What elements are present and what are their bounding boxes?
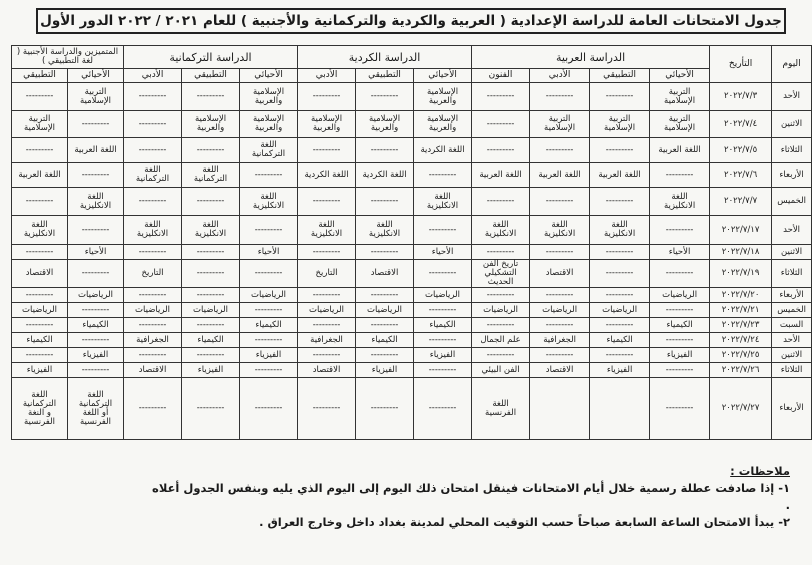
schedule-row [12,188,812,216]
header-date: التأريخ [710,46,772,83]
subject-cell: --------- [12,288,68,303]
subject-cell: اللغة التركمانية [182,163,240,188]
subject-cell: --------- [182,288,240,303]
subject-cell: --------- [414,303,472,318]
subject-cell: الجغرافية [124,333,182,348]
date-cell: ٢٠٢٢/٧/٥ [710,138,772,163]
subject-cell: اللغة الكردية [356,163,414,188]
subject-cell: الإسلامية والعربية [240,111,298,138]
date-cell: ٢٠٢٢/٧/٢٠ [710,288,772,303]
date-cell: ٢٠٢٢/٧/٣ [710,83,772,111]
subject-cell: اللغة العربية [650,138,710,163]
date-cell: ٢٠٢٢/٧/٢٣ [710,318,772,333]
subject-cell: الاقتصاد [356,260,414,288]
subject-cell: --------- [530,348,590,363]
subject-cell: --------- [650,378,710,440]
subject-cell: --------- [182,245,240,260]
header-distinguished: المتميزين والدراسة الأجنبية ( لغة التطبيقي ) [12,46,124,69]
subheader-arabic-literary: الأدبي [530,69,590,83]
day-cell: الأحد [772,333,812,348]
day-cell: الثلاثاء [772,260,812,288]
subject-cell: --------- [240,378,298,440]
subject-cell: الرياضيات [182,303,240,318]
day-cell: الاثنين [772,348,812,363]
subject-cell: التاريخ [298,260,356,288]
subject-cell: الإسلامية والعربية [240,83,298,111]
subject-cell: الرياضيات [650,288,710,303]
subject-cell: الفيزياء [12,363,68,378]
subject-cell: --------- [590,83,650,111]
subject-cell: الرياضيات [68,288,124,303]
subject-cell: --------- [590,245,650,260]
subject-cell: علم الجمال [472,333,530,348]
subject-cell: --------- [298,378,356,440]
day-cell: الخميس [772,188,812,216]
subject-cell: اللغة الانكليزية [12,216,68,245]
subject-cell: اللغة الانكليزية [472,216,530,245]
schedule-row [12,216,812,245]
schedule-row [12,83,812,111]
page-title: جدول الامتحانات العامة للدراسة الإعدادية ( العربية والكردية والتركمانية والأجنبية ) للعام ٢٠٢١ / ٢٠٢٢ الدور الأول [36,8,786,34]
subject-cell: اللغة العربية [68,138,124,163]
subject-cell: --------- [298,318,356,333]
subject-cell: --------- [12,245,68,260]
subject-cell: اللغة التركمانية [124,163,182,188]
day-cell: الاثنين [772,111,812,138]
subject-cell: الاقتصاد [298,363,356,378]
note-item: ٢- يبدأ الامتحان الساعة السابعة صباحاً حسب التوقيت المحلي لمدينة بغداد داخل وخارج العراق . [259,515,790,529]
subject-cell: الكيمياء [12,333,68,348]
subject-cell: الرياضيات [298,303,356,318]
subject-cell: الأحياء [240,245,298,260]
subject-cell: --------- [68,216,124,245]
subject-cell: الفيزياء [182,363,240,378]
subject-cell: التربية الإسلامية [650,83,710,111]
schedule-row [12,363,812,378]
subject-cell: --------- [414,163,472,188]
day-cell: الأربعاء [772,288,812,303]
subject-cell: اللغة العربية [472,163,530,188]
subject-cell: اللغة الانكليزية [124,216,182,245]
subject-cell: --------- [472,245,530,260]
subject-cell: الكيمياء [650,318,710,333]
subject-cell: --------- [298,245,356,260]
header-turkmen-study: الدراسة التركمانية [124,46,298,69]
header-kurdish-study: الدراسة الكردية [298,46,472,69]
subject-cell: --------- [414,260,472,288]
subject-cell: --------- [590,188,650,216]
schedule-row [12,111,812,138]
subject-cell: --------- [12,348,68,363]
subject-cell: الرياضيات [414,288,472,303]
subject-cell: --------- [182,188,240,216]
subject-cell: الكيمياء [590,333,650,348]
date-cell: ٢٠٢٢/٧/١٩ [710,260,772,288]
subject-cell: --------- [240,163,298,188]
subject-cell: --------- [650,363,710,378]
schedule-row [12,333,812,348]
subject-cell: --------- [68,303,124,318]
day-cell: الأربعاء [772,378,812,440]
subject-cell: --------- [12,83,68,111]
subject-cell: --------- [240,333,298,348]
subject-cell: --------- [124,348,182,363]
subject-cell: الكيمياء [356,333,414,348]
subject-cell: --------- [530,245,590,260]
day-cell: الخميس [772,303,812,318]
subject-cell: الجغرافية [298,333,356,348]
subject-cell: --------- [590,260,650,288]
subject-cell: --------- [12,138,68,163]
schedule-row [12,163,812,188]
schedule-row [12,288,812,303]
subject-cell: --------- [530,138,590,163]
header-arabic-study: الدراسة العربية [472,46,710,69]
subheader-distinguished-biology: الأحيائي [68,69,124,83]
subject-cell: --------- [472,348,530,363]
subject-cell: --------- [414,378,472,440]
subject-cell: اللغة الانكليزية [530,216,590,245]
notes-section [150,463,790,531]
date-cell: ٢٠٢٢/٧/٤ [710,111,772,138]
subject-cell: اللغة الانكليزية [68,188,124,216]
subject-cell: الاقتصاد [12,260,68,288]
subject-cell: --------- [356,378,414,440]
schedule-row [12,303,812,318]
subject-cell: --------- [356,288,414,303]
subject-cell: اللغة التركمانية [240,138,298,163]
notes-title: ملاحظات : [730,464,790,478]
subject-cell: الأحياء [68,245,124,260]
date-cell: ٢٠٢٢/٧/٢٤ [710,333,772,348]
subject-cell: اللغة الكردية [414,138,472,163]
subject-cell: --------- [530,288,590,303]
subject-cell: التربية الإسلامية [650,111,710,138]
date-cell: ٢٠٢٢/٧/١٨ [710,245,772,260]
subject-cell: --------- [124,378,182,440]
day-cell: الثلاثاء [772,138,812,163]
day-cell: الأربعاء [772,163,812,188]
subject-cell: --------- [68,333,124,348]
subheader-turkmen-biology: الأحيائي [240,69,298,83]
date-cell: ٢٠٢٢/٧/٢١ [710,303,772,318]
subject-cell: الفيزياء [240,348,298,363]
subject-cell: الكيمياء [414,318,472,333]
subject-cell: --------- [124,188,182,216]
subject-cell: --------- [530,83,590,111]
subject-cell: اللغة الانكليزية [298,216,356,245]
subject-cell: اللغة العربية [590,163,650,188]
subject-cell: --------- [298,188,356,216]
subheader-distinguished-applied: التطبيقي [12,69,68,83]
subject-cell: الرياضيات [590,303,650,318]
schedule-row [12,245,812,260]
subject-cell: --------- [414,333,472,348]
subject-cell: --------- [68,363,124,378]
subject-cell: --------- [12,188,68,216]
subject-cell: اللغة الانكليزية [650,188,710,216]
subject-cell: اللغة الانكليزية [240,188,298,216]
subject-cell: --------- [356,83,414,111]
subject-cell: الفيزياء [356,363,414,378]
subheader-turkmen-literary: الأدبي [124,69,182,83]
subject-cell: الإسلامية والعربية [182,111,240,138]
subject-cell: التربية الإسلامية [590,111,650,138]
subject-cell: --------- [472,138,530,163]
subject-cell: تاريخ الفن التشكيلي الحديث [472,260,530,288]
subject-cell: --------- [240,363,298,378]
subject-cell: --------- [182,260,240,288]
subject-cell: الاقتصاد [530,363,590,378]
subject-cell: --------- [590,288,650,303]
day-cell: الأحد [772,83,812,111]
subject-cell: اللغة الانكليزية [414,188,472,216]
subject-cell: --------- [182,378,240,440]
subheader-turkmen-applied: التطبيقي [182,69,240,83]
subheader-kurdish-biology: الأحيائي [414,69,472,83]
day-cell: الاثنين [772,245,812,260]
note-item: ١- إذا صادفت عطلة رسمية خلال أيام الامتحانات فينقل امتحان ذلك اليوم إلى اليوم الذي يليه وبنفس الجدول أعلاه . [152,481,790,512]
subject-cell: اللغة الفرنسية [472,378,530,440]
subject-cell [590,378,650,440]
subject-cell: الفيزياء [68,348,124,363]
date-cell: ٢٠٢٢/٧/٢٦ [710,363,772,378]
subject-cell: اللغة الانكليزية [356,216,414,245]
subject-cell: التاريخ [124,260,182,288]
subject-cell: --------- [124,245,182,260]
subject-cell: --------- [240,216,298,245]
subject-cell: اللغة الانكليزية [590,216,650,245]
subject-cell: --------- [650,303,710,318]
subject-cell: --------- [240,303,298,318]
date-cell: ٢٠٢٢/٧/٢٧ [710,378,772,440]
subject-cell: --------- [650,260,710,288]
subject-cell: التربية الإسلامية [12,111,68,138]
subject-cell: --------- [356,348,414,363]
subject-cell: --------- [298,288,356,303]
schedule-body [12,83,812,440]
subject-cell: --------- [472,111,530,138]
subject-cell: الجغرافية [530,333,590,348]
subject-cell: --------- [650,163,710,188]
subject-cell: --------- [530,318,590,333]
subject-cell: الرياضيات [12,303,68,318]
subject-cell: --------- [68,260,124,288]
subject-cell: --------- [124,111,182,138]
day-cell: الثلاثاء [772,363,812,378]
date-cell: ٢٠٢٢/٧/١٧ [710,216,772,245]
schedule-row [12,138,812,163]
subject-cell: --------- [472,288,530,303]
subject-cell: اللغة العربية [12,163,68,188]
subject-cell: --------- [590,318,650,333]
subject-cell: --------- [124,83,182,111]
subject-cell: --------- [124,288,182,303]
subject-cell: الإسلامية والعربية [298,111,356,138]
subject-cell: --------- [182,348,240,363]
subheader-arabic-applied: التطبيقي [590,69,650,83]
subject-cell: اللغة العربية [530,163,590,188]
subject-cell: الفن البيئي [472,363,530,378]
subject-cell: --------- [12,318,68,333]
subject-cell: الرياضيات [124,303,182,318]
subheader-arabic-biology: الأحيائي [650,69,710,83]
subject-cell: اللغة التركمانية أو اللغة الفرنسية [68,378,124,440]
date-cell: ٢٠٢٢/٧/٢٥ [710,348,772,363]
schedule-row [12,348,812,363]
subject-cell: الأحياء [650,245,710,260]
subject-cell: --------- [298,83,356,111]
subject-cell: --------- [68,111,124,138]
subject-cell: --------- [240,260,298,288]
subject-cell: --------- [472,188,530,216]
subject-cell: الرياضيات [472,303,530,318]
subject-cell: --------- [472,83,530,111]
subject-cell: الاقتصاد [530,260,590,288]
subject-cell: اللغة الانكليزية [182,216,240,245]
subject-cell: --------- [414,216,472,245]
subject-cell: الإسلامية والعربية [356,111,414,138]
subheader-kurdish-applied: التطبيقي [356,69,414,83]
subject-cell: --------- [590,348,650,363]
subject-cell: --------- [530,188,590,216]
schedule-row [12,318,812,333]
subject-cell: --------- [182,138,240,163]
subject-cell: الفيزياء [414,348,472,363]
subject-cell [530,378,590,440]
subheader-arabic-arts: الفنون [472,69,530,83]
subject-cell: --------- [472,318,530,333]
subject-cell: الأحياء [414,245,472,260]
subject-cell: الكيمياء [182,333,240,348]
subject-cell: --------- [356,245,414,260]
subject-cell: --------- [298,348,356,363]
subject-cell: الرياضيات [530,303,590,318]
subject-cell: الإسلامية والعربية [414,83,472,111]
exam-schedule-table [11,45,812,440]
subject-cell: --------- [124,138,182,163]
subject-cell: الكيمياء [68,318,124,333]
header-day: اليوم [772,46,812,83]
subject-cell: --------- [356,188,414,216]
subject-cell: --------- [124,318,182,333]
day-cell: الأحد [772,216,812,245]
subject-cell: --------- [650,216,710,245]
subject-cell: --------- [68,163,124,188]
subject-cell: الرياضيات [240,288,298,303]
subject-cell: اللغة التركمانية و النغة الفرنسية [12,378,68,440]
schedule-row [12,260,812,288]
subject-cell: التربية الإسلامية [530,111,590,138]
subject-cell: الفيزياء [590,363,650,378]
date-cell: ٢٠٢٢/٧/٧ [710,188,772,216]
subheader-kurdish-literary: الأدبي [298,69,356,83]
subject-cell: التربية الإسلامية [68,83,124,111]
subject-cell: --------- [650,333,710,348]
subject-cell: --------- [590,138,650,163]
subject-cell: --------- [414,363,472,378]
date-cell: ٢٠٢٢/٧/٦ [710,163,772,188]
subject-cell: الرياضيات [356,303,414,318]
subject-cell: اللغة الكردية [298,163,356,188]
schedule-row [12,378,812,440]
subject-cell: --------- [182,318,240,333]
subject-cell: الفيزياء [650,348,710,363]
day-cell: السبت [772,318,812,333]
subject-cell: الكيمياء [240,318,298,333]
subject-cell: الإسلامية والعربية [414,111,472,138]
subject-cell: الاقتصاد [124,363,182,378]
subject-cell: --------- [356,318,414,333]
subject-cell: --------- [298,138,356,163]
subject-cell: --------- [356,138,414,163]
subject-cell: --------- [182,83,240,111]
